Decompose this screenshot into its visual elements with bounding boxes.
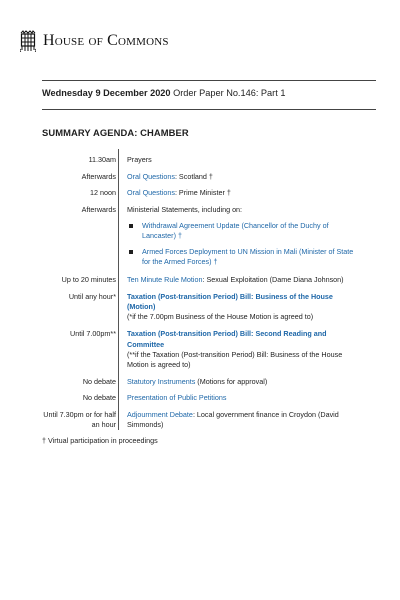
agenda-row <box>42 188 362 198</box>
order-date: Wednesday 9 December 2020 <box>42 88 171 98</box>
agenda-time: No debate <box>82 393 116 403</box>
agenda-item <box>122 275 361 285</box>
agenda-item <box>122 155 361 165</box>
agenda-time: Until 7.30pm or for half an hour <box>43 409 116 429</box>
agenda-item-text <box>127 155 361 165</box>
agenda-time: No debate <box>82 377 116 387</box>
agenda-item-text <box>127 188 361 198</box>
statement-link[interactable]: Withdrawal Agreement Update (Chancellor of the Duchy of Lancaster) † <box>142 220 329 241</box>
agenda-item-text <box>127 205 361 215</box>
agenda-link[interactable]: Statutory Instruments <box>127 377 196 387</box>
agenda-text: : Prime Minister † <box>174 188 231 198</box>
statement-link[interactable]: Armed Forces Deployment to UN Mission in Mali (Minister of State for the Armed Forces) † <box>142 247 354 267</box>
bullet-square-icon <box>129 250 133 254</box>
agenda-time: Afterwards <box>81 204 116 214</box>
agenda-item-text <box>127 275 361 285</box>
agenda-link[interactable]: Ten Minute Rule Motion <box>127 274 203 284</box>
agenda-link[interactable]: Taxation (Post-transition Period) Bill: Business of the House (Motion) <box>127 291 333 312</box>
bullet-square-icon <box>129 224 133 228</box>
agenda-time: Up to 20 minutes <box>61 274 116 284</box>
order-paper-line <box>42 88 285 98</box>
agenda-item-text <box>127 172 361 182</box>
portcullis-icon <box>20 30 36 52</box>
agenda-time: 11.30am <box>88 155 116 164</box>
agenda-time: Until 7.00pm** <box>70 329 116 339</box>
agenda-text: (Motions for approval) <box>195 377 268 387</box>
agenda-row <box>42 292 362 323</box>
agenda-table <box>42 149 362 430</box>
statement-bullet <box>127 221 361 241</box>
agenda-link[interactable]: Presentation of Public Petitions <box>127 393 227 403</box>
agenda-item-text <box>127 329 361 349</box>
agenda-row <box>42 205 362 268</box>
agenda-link[interactable]: Oral Questions <box>127 188 175 198</box>
agenda-time: Afterwards <box>81 172 116 182</box>
agenda-note: (*if the 7.00pm Business of the House Motion is agreed to) <box>127 312 314 322</box>
top-rule <box>42 80 376 81</box>
agenda-text: : Local government finance in Croydon (David Simmonds) <box>127 409 339 429</box>
agenda-item <box>122 329 361 370</box>
agenda-row <box>42 393 362 403</box>
agenda-row <box>42 329 362 370</box>
agenda-item-text <box>127 377 361 387</box>
order-paper-number: Order Paper No.146: Part 1 <box>170 88 286 98</box>
agenda-item <box>122 205 361 268</box>
agenda-item <box>122 188 361 198</box>
agenda-row <box>42 172 362 182</box>
page-header <box>20 30 169 52</box>
house-title: House of Commons <box>43 32 169 49</box>
agenda-item-text <box>127 410 361 430</box>
agenda-text: Ministerial Statements, including on: <box>127 204 243 214</box>
agenda-row <box>42 275 362 285</box>
agenda-row <box>42 377 362 387</box>
footnote: † Virtual participation in proceedings <box>42 436 158 445</box>
agenda-item <box>122 393 361 403</box>
agenda-divider <box>118 149 119 430</box>
agenda-row <box>42 410 362 430</box>
section-heading: SUMMARY AGENDA: CHAMBER <box>42 127 189 138</box>
statement-bullet <box>127 247 361 267</box>
agenda-row <box>42 155 362 165</box>
agenda-item <box>122 292 361 323</box>
agenda-item <box>122 410 361 430</box>
agenda-link[interactable]: Adjournment Debate <box>127 409 193 419</box>
agenda-text: : Sexual Exploitation (Dame Diana Johnson) <box>202 274 344 284</box>
agenda-time: Until any hour* <box>68 291 116 301</box>
agenda-item <box>122 377 361 387</box>
agenda-item <box>122 172 361 182</box>
bottom-rule <box>42 109 376 110</box>
agenda-link[interactable]: Taxation (Post-transition Period) Bill: Second Reading and Committee <box>127 329 327 349</box>
agenda-time: 12 noon <box>90 188 116 198</box>
agenda-item-text <box>127 292 361 312</box>
agenda-note: (**if the Taxation (Post-transition Period) Bill: Business of the House Motion is agreed to) <box>127 349 343 370</box>
agenda-text: Prayers <box>127 155 152 164</box>
agenda-item-text <box>127 393 361 403</box>
agenda-link[interactable]: Oral Questions <box>127 172 175 182</box>
agenda-text: : Scotland † <box>174 172 213 182</box>
